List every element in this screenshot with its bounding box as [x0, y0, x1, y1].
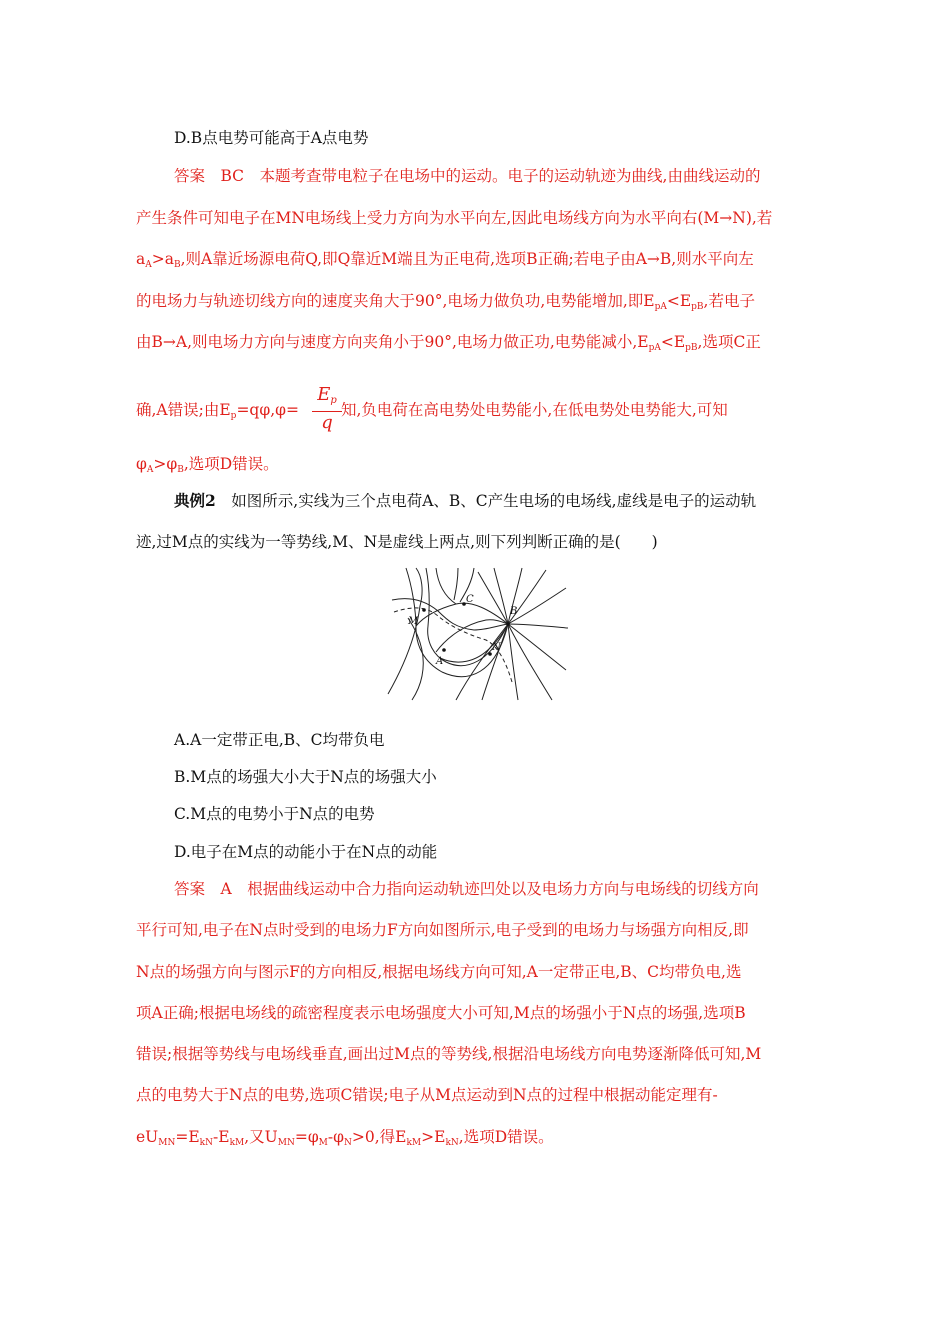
- answer1-line7: $\varphi_A>\varphi_B$,选项D错误。: [136, 455, 279, 475]
- option-b: B.M点的场强大小大于N点的场强大小: [174, 768, 437, 786]
- answer1-line3: $a_A>a_B$,则A靠近场源电荷Q,即Q靠近M端且为正电荷,选项B正确;若电子由A→B,则水平向左: [136, 250, 754, 270]
- answer1-line1: 答案 BC 本题考查带电粒子在电场中的运动。电子的运动轨迹为曲线,由曲线运动的: [174, 167, 761, 185]
- option-d: D.电子在M点的动能小于在N点的动能: [174, 843, 438, 861]
- option-a: A.A一定带正电,B、C均带负电: [174, 731, 385, 749]
- answer1-line5: 由B→A,则电场力方向与速度方向夹角小于90°,电场力做正功,电势能减小$,E_{pA}<E_{pB}$,选项C正: [136, 333, 761, 353]
- example2-label: 典例2: [174, 491, 216, 510]
- answer2-line3: N点的场强方向与图示F的方向相反,根据电场线方向可知,A一定带正电,B、C均带负电,选: [136, 963, 742, 981]
- answer2-line4: 项A正确;根据电场线的疏密程度表示电场强度大小可知,M点的场强小于N点的场强,选项B: [136, 1004, 746, 1022]
- answer2-line5: 错误;根据等势线与电场线垂直,画出过M点的等势线,根据沿电场线方向电势逐渐降低可知,M: [136, 1045, 762, 1063]
- answer2-line6: 点的电势大于N点的电势,选项C错误;电子从M点运动到N点的过程中根据动能定理有-: [136, 1086, 718, 1104]
- answer1-line6: 确,A错误;由$E_p=q\varphi,\varphi=$ 知,负电荷在高电势处电势能小,在低电势处电势能大,可知: [136, 401, 728, 421]
- fraction-ep-over-q: $\frac{E_p}{q}$: [312, 385, 342, 434]
- label-m: M: [408, 616, 419, 627]
- answer2-line7: $eU_{MN}=E_{kN}-E_{kM}$,又$U_{MN}=\varphi_M-\varphi_N>0$,得$E_{kM}>E_{kN}$,选项D错误。: [136, 1128, 554, 1148]
- answer2-line2: 平行可知,电子在N点时受到的电场力F方向如图所示,电子受到的电场力与场强方向相反,即: [136, 921, 749, 939]
- option-c: C.M点的电势小于N点的电势: [174, 805, 375, 823]
- label-c: C: [466, 594, 474, 605]
- answer1-line2: 产生条件可知电子在MN电场线上受力方向为水平向左,因此电场线方向为水平向右(M→N),若: [136, 209, 773, 227]
- label-b: B: [510, 606, 518, 617]
- label-n: N: [492, 642, 501, 653]
- example2-line2: 迹,过M点的实线为一等势线,M、N是虚线上两点,则下列判断正确的是( ): [136, 533, 658, 551]
- answer2-line1: 答案 A 根据曲线运动中合力指向运动轨迹凹处以及电场力方向与电场线的切线方向: [174, 880, 759, 898]
- answer1-line4: 的电场力与轨迹切线方向的速度夹角大于90°,电场力做负功,电势能增加,即$E_{pA}<E_{pB}$,若电子: [136, 292, 755, 312]
- electric-field-figure: [386, 566, 568, 702]
- label-a: A: [436, 656, 444, 667]
- option-d-prev: D.B点电势可能高于A点电势: [174, 129, 369, 147]
- example2-line1: 典例2 如图所示,实线为三个点电荷A、B、C产生电场的电场线,虚线是电子的运动轨: [174, 491, 757, 510]
